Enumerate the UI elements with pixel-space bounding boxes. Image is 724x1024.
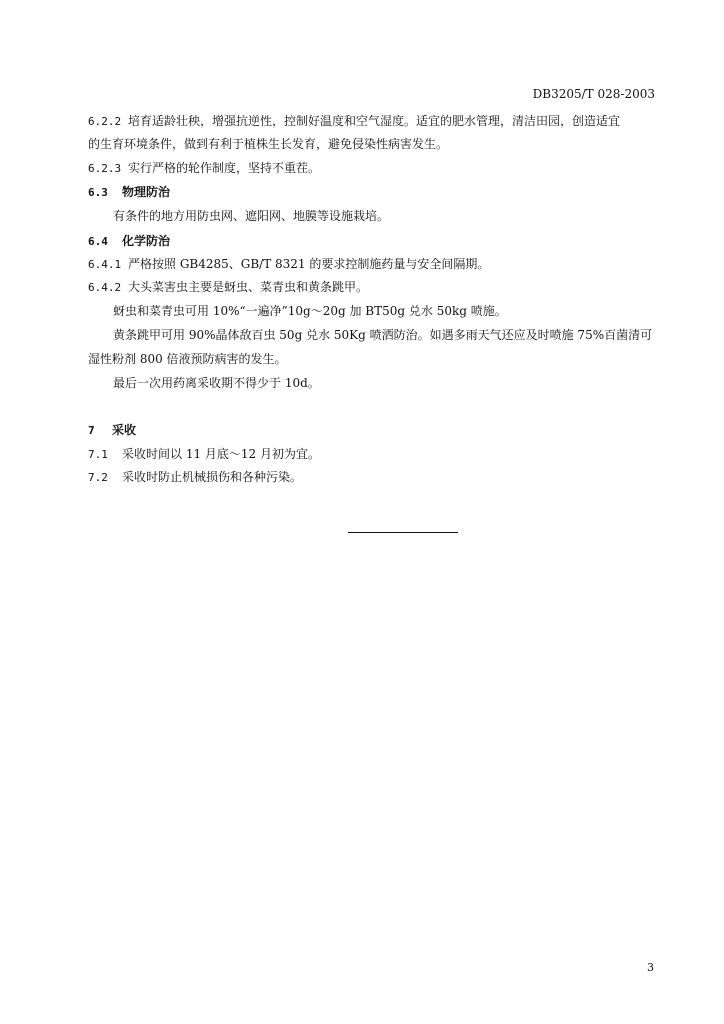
clause-number: 7.1	[88, 448, 108, 461]
clause-6-4-2-paragraph-3: 最后一次用药离采收期不得少于 10d。	[113, 376, 320, 390]
clause-7-2	[88, 470, 648, 485]
clause-number: 6.4.2	[88, 281, 122, 294]
clause-number: 6.2.2	[88, 115, 122, 128]
clause-text: 培育适龄壮秧，增强抗逆性，控制好温度和空气湿度。适宜的肥水管理，清洁田园，创造适宜	[128, 114, 621, 128]
clause-text: 严格按照 GB4285、GB/T 8321 的要求控制施药量与安全间隔期。	[128, 257, 490, 271]
section-6-4-heading	[88, 234, 648, 249]
section-number: 7	[88, 424, 95, 437]
clause-6-2-3	[88, 161, 648, 176]
clause-7-1	[88, 447, 648, 462]
clause-6-2-2-line-1	[88, 114, 648, 129]
page-number: 3	[647, 961, 654, 974]
clause-number: 6.4.1	[88, 258, 122, 271]
section-number: 6.4	[88, 235, 108, 248]
clause-text: 大头菜害虫主要是蚜虫、菜青虫和黄条跳甲。	[128, 280, 369, 294]
section-title: 采收	[112, 423, 137, 437]
section-number: 6.3	[88, 186, 108, 199]
clause-number: 6.2.3	[88, 162, 122, 175]
clause-number: 7.2	[88, 471, 108, 484]
clause-6-4-2-paragraph-2-line-2: 湿性粉剂 800 倍液预防病害的发生。	[88, 352, 287, 366]
clause-6-2-2-line-2: 的生育环境条件，做到有利于植株生长发育，避免侵染性病害发生。	[88, 137, 449, 151]
end-of-document-rule	[348, 532, 458, 533]
clause-text: 实行严格的轮作制度，坚持不重茬。	[128, 161, 321, 175]
section-6-3-heading	[88, 185, 648, 200]
clause-6-4-2-paragraph-2-line-1: 黄条跳甲可用 90%晶体敌百虫 50g 兑水 50Kg 喷洒防治。如遇多雨天气还应及时喷施 75%百菌清可	[113, 328, 653, 342]
clause-6-4-1	[88, 257, 648, 272]
section-6-3-text: 有条件的地方用防虫网、遮阳网、地膜等设施栽培。	[113, 209, 390, 223]
clause-6-4-2	[88, 280, 648, 295]
section-title: 物理防治	[122, 185, 171, 199]
clause-text: 采收时间以 11 月底～12 月初为宜。	[122, 447, 320, 461]
document-code: DB3205/T 028-2003	[532, 87, 655, 101]
section-title: 化学防治	[122, 234, 171, 248]
clause-text: 采收时防止机械损伤和各种污染。	[122, 470, 303, 484]
clause-6-4-2-paragraph-1: 蚜虫和菜青虫可用 10%“一遍净”10g～20g 加 BT50g 兑水 50kg 喷施。	[113, 304, 507, 318]
section-7-heading	[88, 423, 648, 438]
